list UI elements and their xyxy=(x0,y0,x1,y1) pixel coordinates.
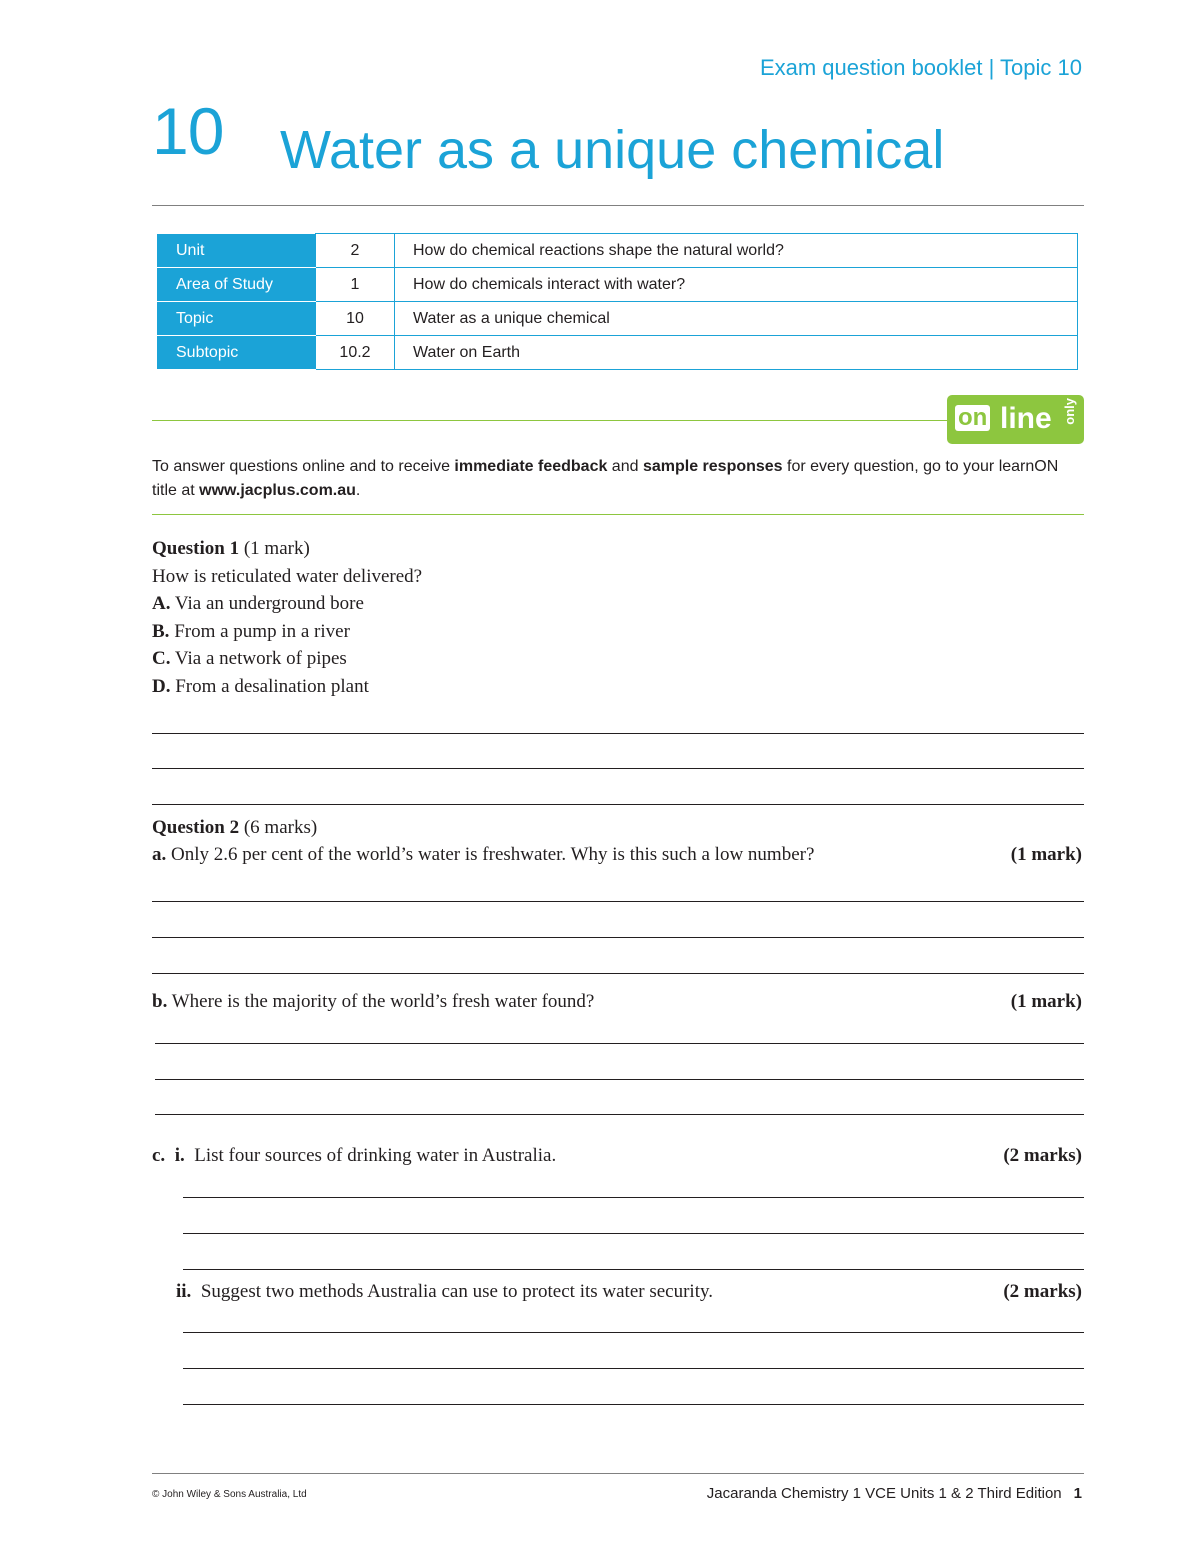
question-2c-ii-marks: (2 marks) xyxy=(1003,1281,1082,1302)
table-row xyxy=(158,234,1078,268)
question-2a xyxy=(152,844,814,866)
table-number: 1 xyxy=(316,268,395,302)
answer-line[interactable] xyxy=(155,1079,1084,1080)
option-text: From a desalination plant xyxy=(175,676,369,697)
table-row xyxy=(158,336,1078,370)
part-label: c. xyxy=(152,1145,166,1166)
intro-bold: immediate feedback xyxy=(454,458,608,475)
topic-info-table xyxy=(157,233,1078,370)
table-description: How do chemical reactions shape the natural world? xyxy=(395,234,1078,268)
table-label: Unit xyxy=(158,234,316,268)
part-text: List four sources of drinking water in Australia. xyxy=(194,1145,557,1166)
intro-divider xyxy=(152,514,1084,515)
question-marks: (1 mark) xyxy=(243,538,310,559)
online-divider xyxy=(152,420,947,421)
question-2c-i xyxy=(152,1145,556,1167)
page-number: 1 xyxy=(1073,1485,1082,1502)
part-text: Only 2.6 per cent of the world’s water is freshwater. Why is this such a low number? xyxy=(171,844,815,865)
online-badge-only: only xyxy=(1062,398,1077,425)
option-c[interactable] xyxy=(152,648,347,670)
answer-line[interactable] xyxy=(152,733,1084,734)
answer-line[interactable] xyxy=(155,1114,1084,1115)
option-letter: A. xyxy=(152,593,171,614)
online-badge-on: on xyxy=(955,405,990,431)
option-letter: D. xyxy=(152,676,171,697)
question-2b xyxy=(152,991,594,1013)
answer-line[interactable] xyxy=(155,1043,1084,1044)
table-description: Water as a unique chemical xyxy=(395,302,1078,336)
answer-line[interactable] xyxy=(183,1332,1084,1333)
answer-line[interactable] xyxy=(183,1368,1084,1369)
question-1-stem: How is reticulated water delivered? xyxy=(152,566,423,587)
answer-line[interactable] xyxy=(183,1269,1084,1270)
answer-line[interactable] xyxy=(183,1197,1084,1198)
online-badge-line: line xyxy=(1000,402,1052,435)
answer-line[interactable] xyxy=(183,1404,1084,1405)
question-1-heading xyxy=(152,538,310,560)
question-2-heading xyxy=(152,817,317,839)
intro-text xyxy=(152,455,1082,503)
table-number: 10 xyxy=(316,302,395,336)
table-number: 10.2 xyxy=(316,336,395,370)
table-number: 2 xyxy=(316,234,395,268)
question-title: Question 1 xyxy=(152,538,240,559)
answer-line[interactable] xyxy=(152,937,1084,938)
answer-line[interactable] xyxy=(152,804,1084,805)
option-a[interactable] xyxy=(152,593,364,615)
answer-line[interactable] xyxy=(183,1233,1084,1234)
booklet-header: Exam question booklet | Topic 10 xyxy=(759,55,1082,80)
answer-line[interactable] xyxy=(152,973,1084,974)
answer-line[interactable] xyxy=(152,768,1084,769)
option-text: From a pump in a river xyxy=(174,621,350,642)
part-text: Suggest two methods Australia can use to protect its water security. xyxy=(200,1281,713,1302)
question-2a-marks: (1 mark) xyxy=(1010,844,1082,865)
table-label: Topic xyxy=(158,302,316,336)
table-description: How do chemicals interact with water? xyxy=(395,268,1078,302)
part-label: a. xyxy=(152,844,167,865)
option-text: Via a network of pipes xyxy=(174,648,347,669)
table-row xyxy=(158,268,1078,302)
page-title: Water as a unique chemical xyxy=(280,120,945,180)
topic-number: 10 xyxy=(152,94,224,168)
subpart-label: i. xyxy=(174,1145,185,1166)
part-label: b. xyxy=(152,991,168,1012)
part-text: Where is the majority of the world’s fresh water found? xyxy=(171,991,595,1012)
intro-part: . xyxy=(355,482,361,499)
title-divider xyxy=(152,205,1084,206)
intro-part: and xyxy=(607,458,643,475)
table-label: Subtopic xyxy=(158,336,316,370)
option-letter: B. xyxy=(152,621,170,642)
intro-part: To answer questions online and to receive xyxy=(152,458,455,475)
table-label: Area of Study xyxy=(158,268,316,302)
question-2b-marks: (1 mark) xyxy=(1010,991,1082,1012)
intro-part: for every question, go to your learnON title at xyxy=(152,458,1059,499)
table-row xyxy=(158,302,1078,336)
intro-bold: sample responses xyxy=(642,458,783,475)
table-description: Water on Earth xyxy=(395,336,1078,370)
answer-line[interactable] xyxy=(152,901,1084,902)
footer-book xyxy=(707,1485,1082,1502)
subpart-label: ii. xyxy=(176,1281,192,1302)
jacplus-link[interactable]: www.jacplus.com.au xyxy=(199,482,356,499)
option-text: Via an underground bore xyxy=(174,593,364,614)
option-d[interactable] xyxy=(152,676,369,698)
footer-book-title: Jacaranda Chemistry 1 VCE Units 1 & 2 Third Edition xyxy=(706,1485,1062,1502)
question-2c-ii xyxy=(176,1281,713,1303)
option-b[interactable] xyxy=(152,621,350,643)
footer-copyright: © John Wiley & Sons Australia, Ltd xyxy=(152,1489,307,1500)
question-title: Question 2 xyxy=(152,817,240,838)
option-letter: C. xyxy=(152,648,171,669)
question-2c-i-marks: (2 marks) xyxy=(1003,1145,1082,1166)
question-marks: (6 marks) xyxy=(243,817,318,838)
footer-divider xyxy=(152,1473,1084,1474)
